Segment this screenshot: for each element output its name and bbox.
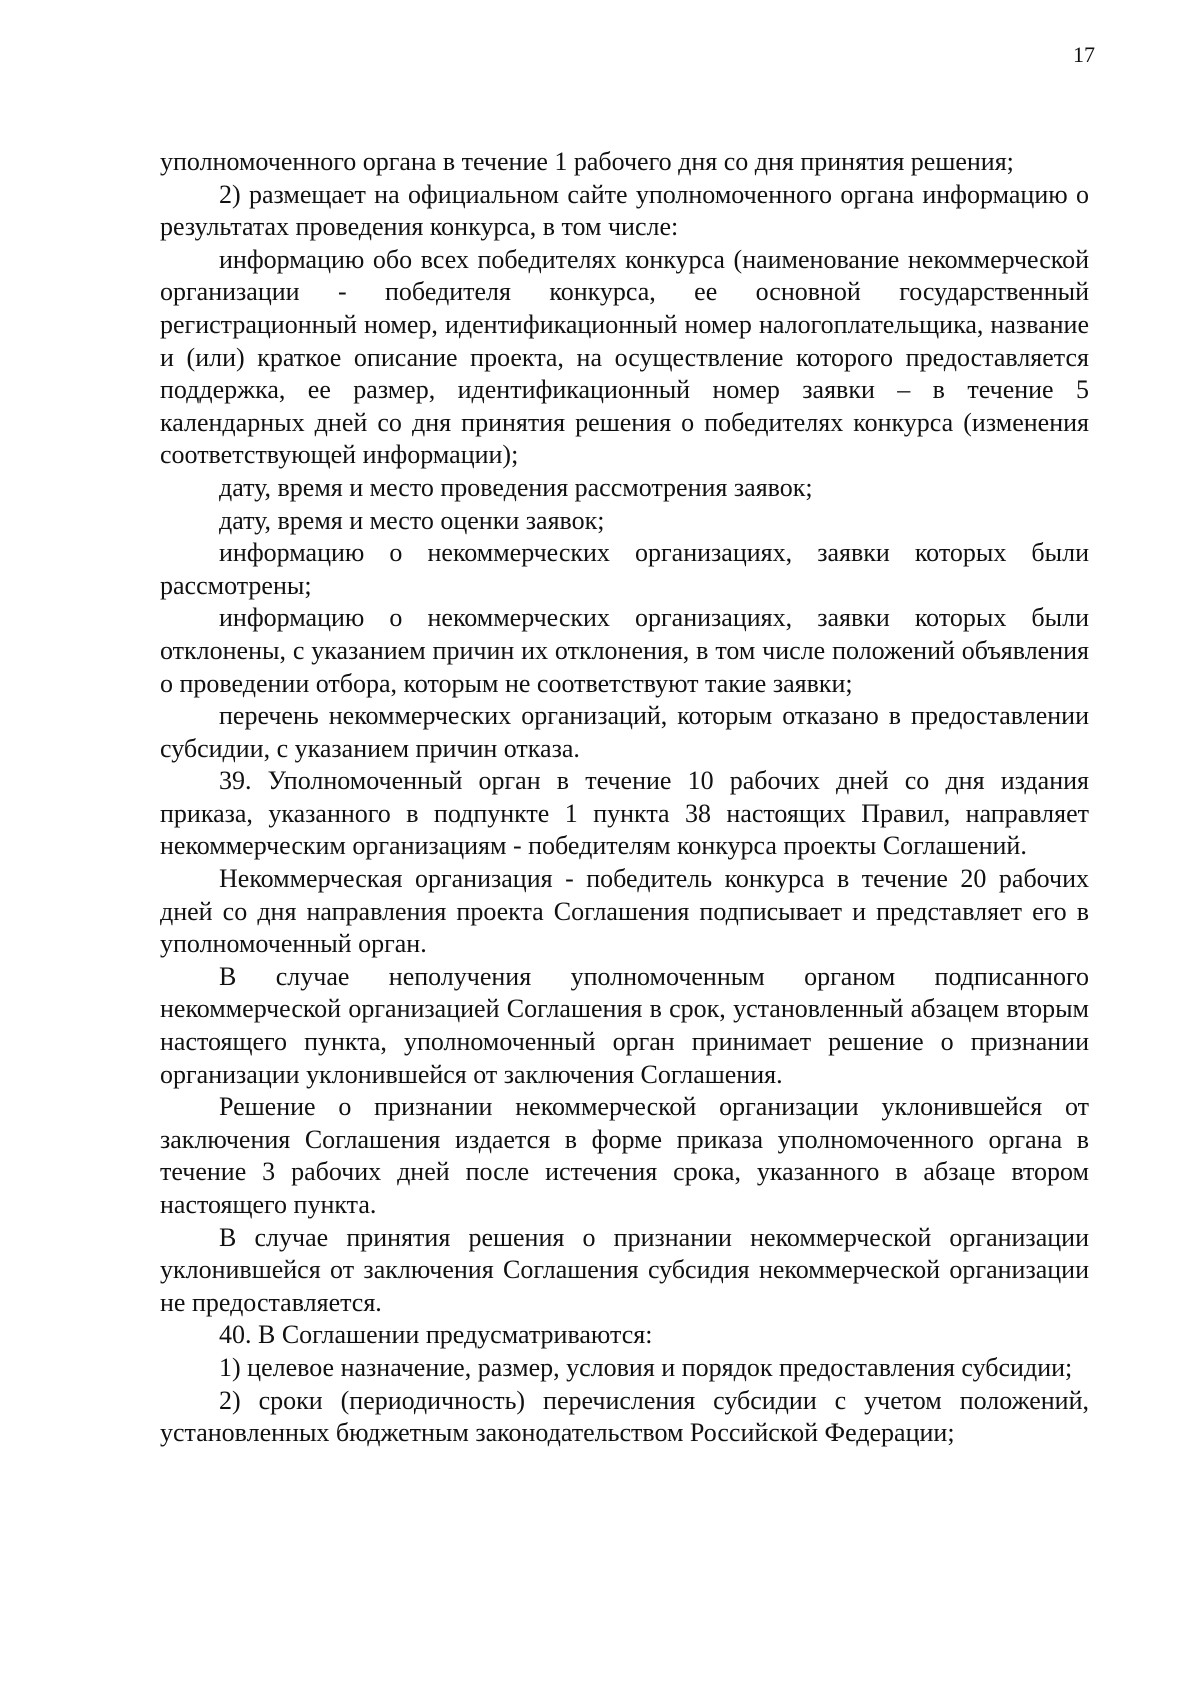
paragraph-signing-deadline: Некоммерческая организация - победитель конкурса в течение 20 рабочих дней со дня направления проекта Соглашения подписывает и представляет его в уполномоченный орган. [160, 864, 1089, 959]
paragraph-clause-39: 39. Уполномоченный орган в течение 10 рабочих дней со дня издания приказа, указанного в подпункте 1 пункта 38 настоящих Правил, направляет некоммерческим организациям - победителям конкурса проекты Соглашений. [160, 766, 1089, 861]
paragraph-clause-40-item-2: 2) сроки (периодичность) перечисления субсидии с учетом положений, установленных бюджетным законодательством Российской Федерации; [160, 1385, 1089, 1448]
paragraph-clause-40: 40. В Соглашении предусматриваются: [219, 1320, 653, 1350]
paragraph-continuation: уполномоченного органа в течение 1 рабочего дня со дня принятия решения; [160, 147, 1014, 176]
document-body [160, 146, 1089, 1450]
paragraph-refused-orgs: перечень некоммерческих организаций, которым отказано в предоставлении субсидии, с указанием причин отказа. [160, 701, 1089, 763]
paragraph-clause-40-item-1: 1) целевое назначение, размер, условия и порядок предоставления субсидии; [219, 1352, 1073, 1382]
paragraph-no-subsidy: В случае принятия решения о признании некоммерческой организации уклонившейся от заключения Соглашения субсидия некоммерческой организации не предоставляется. [160, 1222, 1089, 1317]
paragraph-winners-info: информацию обо всех победителях конкурса (наименование некоммерческой организации - победителя конкурса, ее основной государственный регистрационный номер, идентификационный номер налогоплательщика, название и (или) краткое описание проекта, на осуществление которого предоставляется поддержка, ее размер, идентификационный номер заявки – в течение 5 календарных дней со дня принятия решения о победителях конкурса (изменения соответствующей информации); [160, 244, 1089, 470]
paragraph-reviewed-orgs: информацию о некоммерческих организациях, заявки которых были рассмотрены; [160, 538, 1089, 600]
paragraph-non-receipt: В случае неполучения уполномоченным органом подписанного некоммерческой организацией Соглашения в срок, установленный абзацем вторым настоящего пункта, уполномоченный орган принимает решение о признании организации уклонившейся от заключения Соглашения. [160, 961, 1089, 1089]
paragraph-rejected-orgs: информацию о некоммерческих организациях, заявки которых были отклонены, с указанием причин их отклонения, в том числе положений объявления о проведении отбора, которым не соответствуют такие заявки; [160, 603, 1089, 698]
page-number: 17 [1073, 42, 1095, 67]
paragraph-review-date: дату, время и место проведения рассмотрения заявок; [219, 472, 813, 502]
paragraph-item-2: 2) размещает на официальном сайте уполномоченного органа информацию о результатах проведения конкурса, в том числе: [160, 179, 1089, 242]
paragraph-evaluation-date: дату, время и место оценки заявок; [219, 505, 605, 535]
paragraph-decision-order: Решение о признании некоммерческой организации уклонившейся от заключения Соглашения издается в форме приказа уполномоченного органа в течение 3 рабочих дней после истечения срока, указанного в абзаце втором настоящего пункта. [160, 1092, 1089, 1219]
